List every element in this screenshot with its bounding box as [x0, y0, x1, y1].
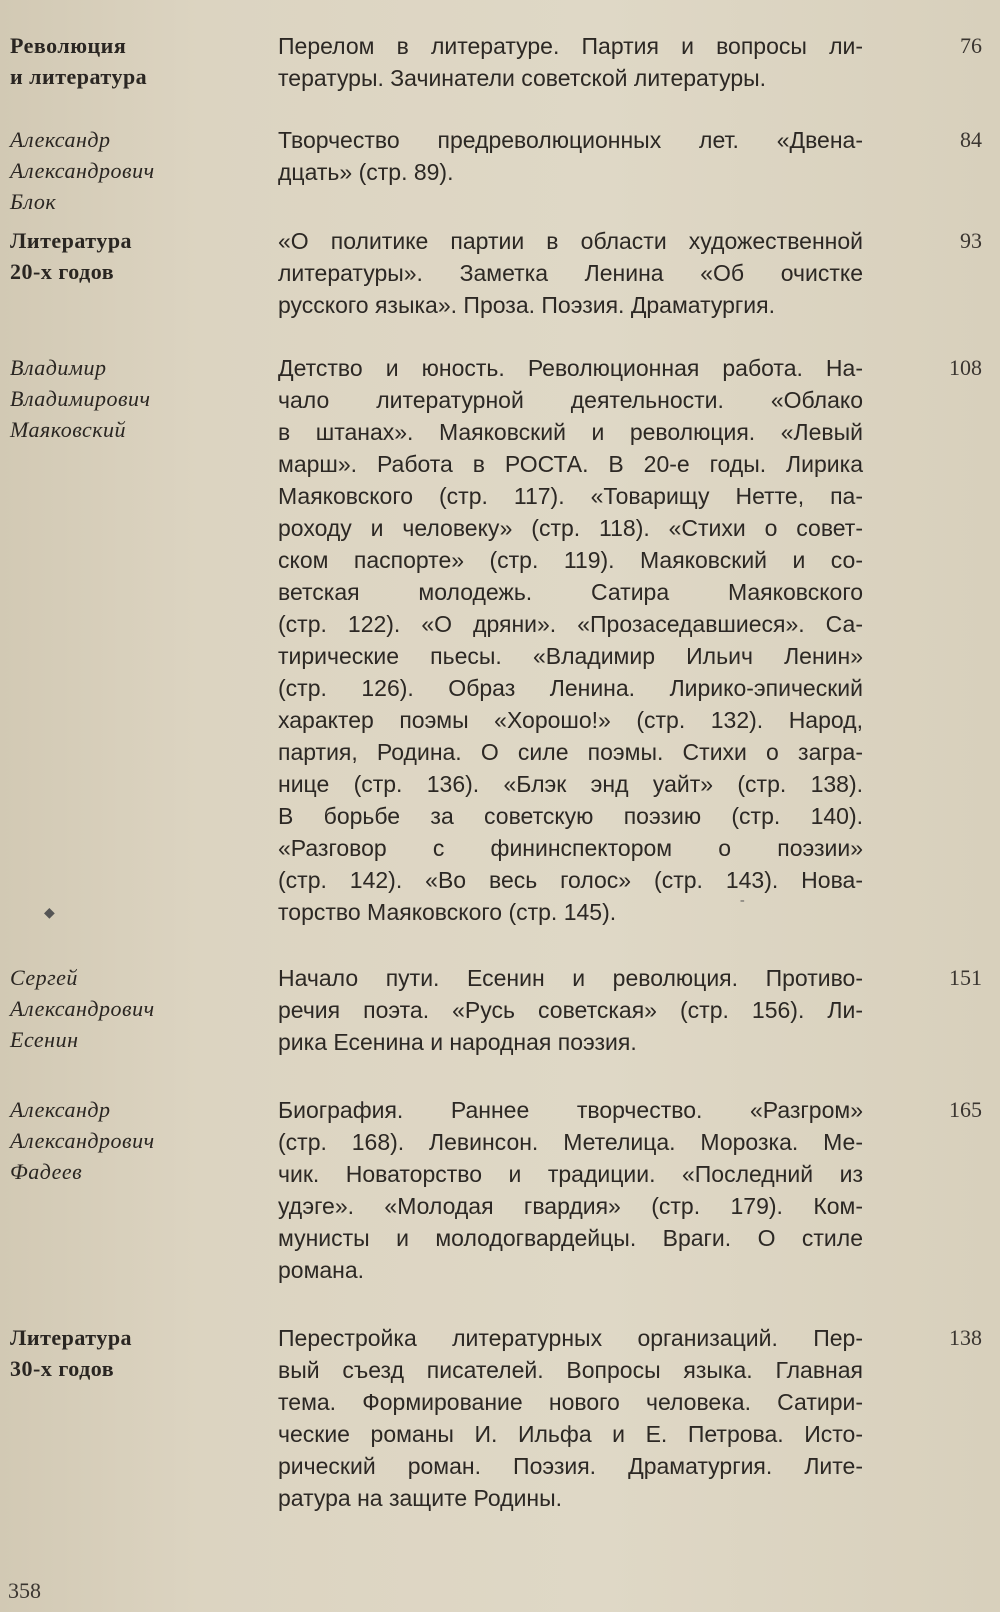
- section-heading: Литература 30-х годов: [10, 1325, 133, 1381]
- section-description: Перелом в литературе. Партия и вопросы ли- тературы. Зачинатели советской литературы.: [278, 33, 863, 91]
- section-description: Творчество предреволюционных лет. «Двена- дцать» (стр. 89).: [278, 127, 863, 185]
- section-description: Начало пути. Есенин и революция. Противо- речия поэта. «Русь советская» (стр. 156). Ли- рика Есенина и народная поэзия.: [278, 965, 863, 1055]
- author-heading: Сергей Александрович Есенин: [10, 965, 155, 1052]
- page-number: 93: [960, 228, 982, 253]
- author-heading: Александр Александрович Фадеев: [10, 1097, 155, 1184]
- author-heading: Александр Александрович Блок: [10, 127, 155, 214]
- page-number: 151: [949, 965, 982, 990]
- page-number: 76: [960, 33, 982, 58]
- page-number: 108: [949, 355, 982, 380]
- section-description: «О политике партии в области художественной литературы». Заметка Ленина «Об очистке русского языка». Проза. Поэзия. Драматургия.: [278, 228, 863, 318]
- folio-page-number: 358: [8, 1578, 41, 1603]
- section-description: Детство и юность. Революционная работа. На- чало литературной деятельности. «Облако в штанах». Маяковский и революция. «Левый марш». Работа в РОСТА. В 20-е годы. Лирика Маяковского (стр. 117). «Товарищу Нетте, па- роходу и человеку» (стр. 118). «Стихи о совет- ском паспорте» (стр. 119). Маяковский и со- ветская молодежь. Сатира Маяковского (стр. 122). «О дряни». «Прозаседавшиеся». Са- тирические пьесы. «Владимир Ильич Ленин» (стр. 126). Образ Ленина. Лирико-эпический характер поэмы «Хорошо!» (стр. 132). Народ, партия, Родина. О силе поэмы. Стихи о загра- нице (стр. 136). «Блэк энд уайт» (стр. 138). В борьбе за советскую поэзию (стр. 140). «Разговор с фининспектором о поэзии» (стр. 142). «Во весь голос» (стр. 143). Нова- торство Маяковского (стр. 145).: [278, 355, 863, 925]
- section-heading: Революция и литература: [10, 33, 148, 89]
- section-description: Биография. Раннее творчество. «Разгром» (стр. 168). Левинсон. Метелица. Морозка. Ме- чик. Новаторство и традиции. «Последний из удэге». «Молодая гвардия» (стр. 179). Ком- мунисты и молодогвардейцы. Враги. О стиле романа.: [278, 1097, 863, 1283]
- section-heading: Литература 20-х годов: [10, 228, 133, 284]
- section-description: Перестройка литературных организаций. Пер- вый съезд писателей. Вопросы языка. Главная тема. Формирование нового человека. Сатири- ческие романы И. Ильфа и Е. Петрова. Исто- рический роман. Поэзия. Драматургия. Лите- ратура на защите Родины.: [278, 1325, 863, 1511]
- ink-speck: -: [740, 893, 745, 908]
- page-number: 84: [960, 127, 982, 152]
- page-number: 165: [949, 1097, 982, 1122]
- page-number: 138: [949, 1325, 982, 1350]
- ink-speck: ◆: [44, 906, 55, 921]
- author-heading: Владимир Владимирович Маяковский: [10, 355, 151, 442]
